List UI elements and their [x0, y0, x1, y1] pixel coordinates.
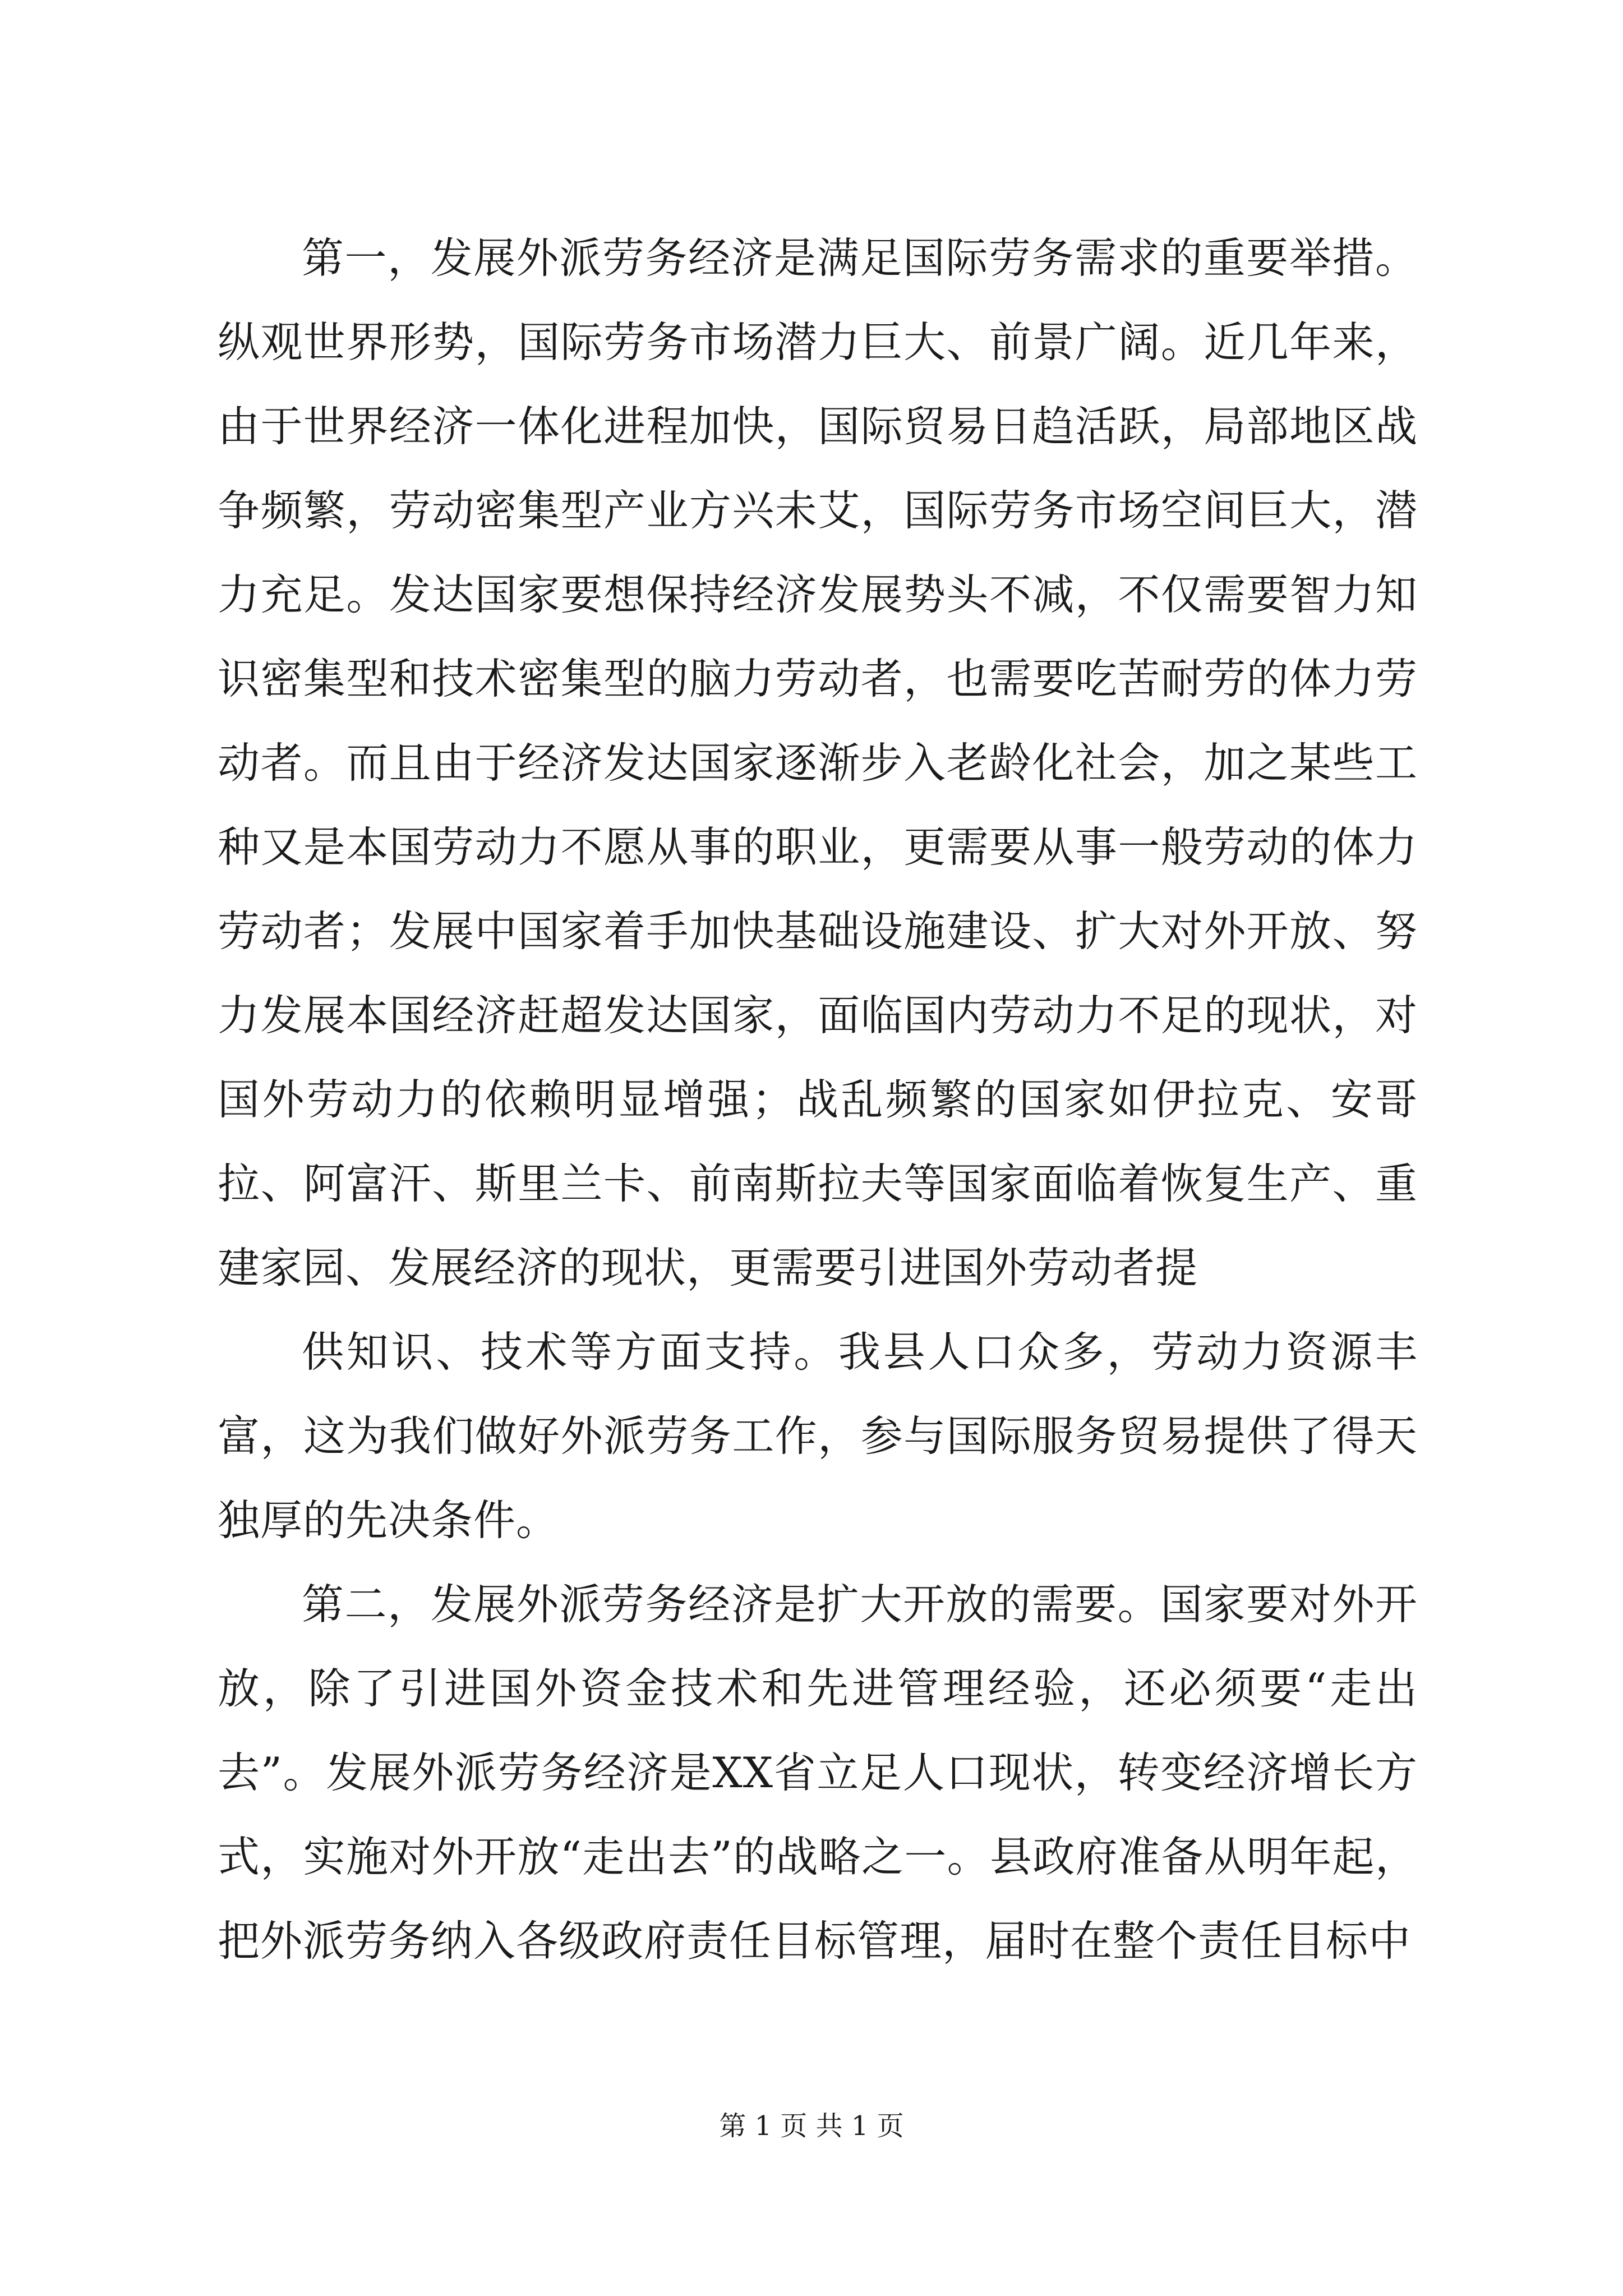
page-footer: 第 1 页 共 1 页 — [719, 2110, 904, 2142]
paragraph-3: 第二，发展外派劳务经济是扩大开放的需要。国家要对外开放，除了引进国外资金技术和先进管理经验，还必须要“走出去”。发展外派劳务经济是XX省立足人口现状，转变经济增长方式，实施对外开放“走出去”的战略之一。县政府准备从明年起，把外派劳务纳入各级政府责任目标管理，届时在整个责任目标中 — [218, 1580, 1418, 1966]
paragraph-1: 第一，发展外派劳务经济是满足国际劳务需求的重要举措。纵观世界形势，国际劳务市场潜力巨大、前景广阔。近几年来，由于世界经济一体化进程加快，国际贸易日趋活跃，局部地区战争频繁，劳动密集型产业方兴未艾，国际劳务市场空间巨大，潜力充足。发达国家要想保持经济发展势头不减，不仅需要智力知识密集型和技术密集型的脑力劳动者，也需要吃苦耐劳的体力劳动者。而且由于经济发达国家逐渐步入老龄化社会，加之某些工种又是本国劳动力不愿从事的职业，更需要从事一般劳动的体力劳动者；发展中国家着手加快基础设施建设、扩大对外开放、努力发展本国经济赶超发达国家，面临国内劳动力不足的现状，对国外劳动力的依赖明显增强；战乱频繁的国家如伊拉克、安哥拉、阿富汗、斯里兰卡、前南斯拉夫等国家面临着恢复生产、重建家园、发展经济的现状，更需要引进国外劳动者提 — [218, 233, 1418, 1292]
paragraph-2: 供知识、技术等方面支持。我县人口众多，劳动力资源丰富，这为我们做好外派劳务工作，参与国际服务贸易提供了得天独厚的先决条件。 — [218, 1327, 1418, 1545]
document-body — [218, 216, 1418, 1983]
